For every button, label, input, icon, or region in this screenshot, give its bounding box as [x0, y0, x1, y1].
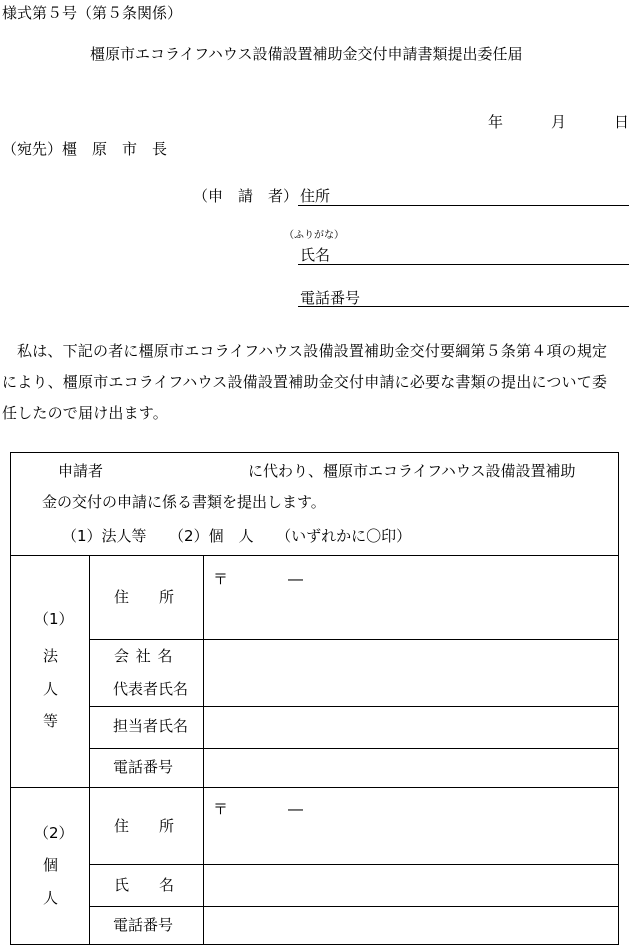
corp-contact-label: 担当者氏名	[113, 717, 189, 735]
indiv-name-label: 氏 名	[114, 876, 175, 894]
declaration-paragraph	[2, 336, 630, 429]
intro-text-2: 金の交付の申請に係る書類を提出します。	[42, 493, 326, 511]
table-divider-sections	[10, 787, 619, 788]
corp-address-field[interactable]	[205, 560, 617, 636]
table-col-divider-2	[203, 555, 204, 945]
indiv-postal-mark: 〒	[213, 800, 229, 818]
corp-section-char-2: 人	[43, 680, 59, 698]
applicant-furigana-label: （ふりがな）	[284, 230, 344, 241]
indiv-phone-label: 電話番号	[113, 916, 174, 934]
paragraph-line-2: により、橿原市エコライフハウス設備設置補助金交付申請に必要な書類の提出について委	[2, 373, 608, 391]
applicant-phone-line[interactable]	[298, 306, 629, 307]
corp-section-number: （1）	[34, 610, 74, 628]
addressee: （宛先）橿 原 市 長	[2, 140, 168, 158]
corp-contact-field[interactable]	[205, 709, 617, 746]
indiv-section-char-2: 人	[43, 889, 59, 907]
applicant-phone-label: 電話番号	[300, 289, 361, 307]
corp-section-char-1: 法	[43, 647, 59, 665]
applicant-name-line[interactable]	[298, 264, 629, 265]
indiv-address-label: 住 所	[114, 817, 175, 835]
table-divider-indiv-name	[89, 906, 619, 907]
table-divider-intro	[10, 555, 619, 556]
applicant-label: （申 請 者）	[193, 187, 299, 205]
corp-rep-label: 代表者氏名	[113, 680, 189, 698]
applicant-address-label: 住所	[300, 187, 331, 205]
paragraph-line-3: 任したので届け出ます。	[2, 404, 169, 422]
document-title: 橿原市エコライフハウス設備設置補助金交付申請書類提出委任届	[90, 45, 523, 63]
corp-section-char-3: 等	[43, 712, 59, 730]
table-divider-corp-company	[89, 706, 619, 707]
intro-text-1: に代わり、橿原市エコライフハウス設備設置補助	[248, 462, 576, 480]
indiv-phone-field[interactable]	[205, 909, 617, 943]
date-year: 年	[488, 113, 504, 131]
form-number: 様式第５号（第５条関係）	[2, 4, 183, 22]
intro-applicant: 申請者	[58, 462, 104, 480]
table-divider-indiv-address	[89, 864, 619, 865]
applicant-name-label: 氏名	[300, 246, 331, 264]
table-divider-corp-contact	[89, 748, 619, 749]
date-month: 月	[551, 113, 567, 131]
table-col-divider-1	[89, 555, 90, 945]
applicant-address-line[interactable]	[298, 205, 629, 206]
paragraph-line-1: 私は、下記の者に橿原市エコライフハウス設備設置補助金交付要綱第５条第４項の規定	[17, 342, 608, 360]
indiv-name-field[interactable]	[205, 867, 617, 904]
indiv-postal-dash: ―	[288, 800, 303, 818]
corp-phone-label: 電話番号	[113, 758, 174, 776]
indiv-section-number: （2）	[34, 824, 74, 842]
corp-address-label: 住 所	[114, 588, 175, 606]
table-divider-corp-address	[89, 639, 619, 640]
corp-company-field[interactable]	[205, 642, 617, 704]
corp-postal-mark: 〒	[213, 570, 229, 588]
corp-postal-dash: ―	[288, 570, 303, 588]
indiv-section-char-1: 個	[43, 856, 59, 874]
corp-company-label: 会 社 名	[114, 647, 174, 665]
date-day: 日	[614, 113, 630, 131]
intro-applicant-blank[interactable]	[120, 464, 240, 480]
corp-phone-field[interactable]	[205, 751, 617, 785]
intro-options[interactable]: （1）法人等 （2）個 人 （いずれかに〇印）	[62, 527, 412, 545]
indiv-address-field[interactable]	[205, 790, 617, 862]
